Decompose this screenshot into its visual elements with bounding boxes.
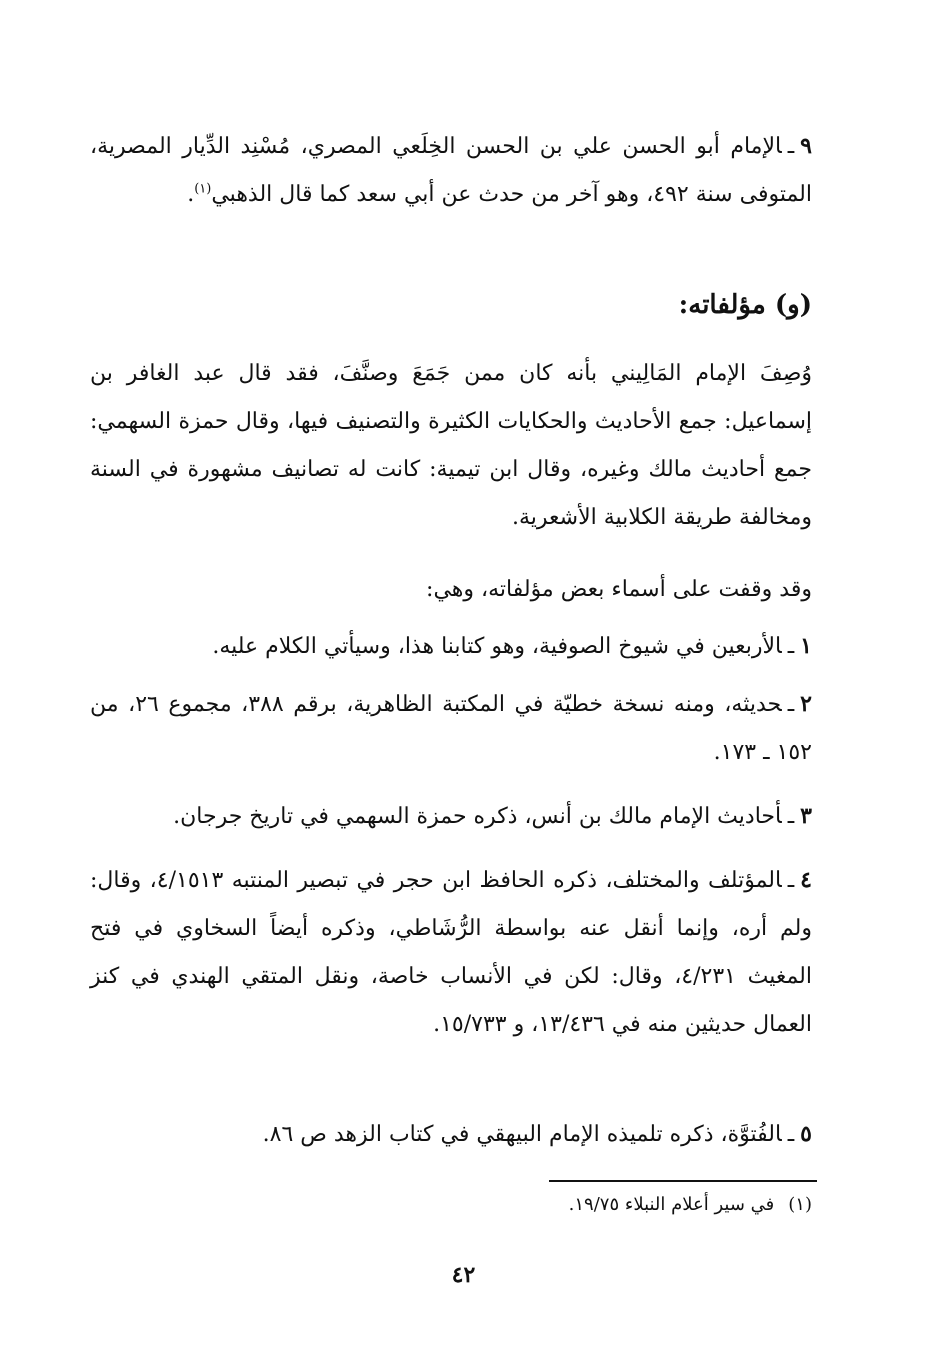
footnote-reference[interactable]: (١) <box>194 181 212 197</box>
item-dash: ـ <box>787 692 795 717</box>
item-number: ٩ <box>800 133 812 159</box>
item-number: ٣ <box>800 803 812 829</box>
list-item-5 <box>90 1110 812 1159</box>
list-item-2 <box>90 680 812 777</box>
item-number: ٤ <box>800 867 812 893</box>
footnote-divider <box>549 1180 817 1182</box>
item-dash: ـ <box>787 868 795 893</box>
list-item-4 <box>90 856 812 1049</box>
item-text: أحاديث الإمام مالك بن أنس، ذكره حمزة السهمي في تاريخ جرجان. <box>173 804 782 829</box>
section-heading: (و) مؤلفاته: <box>678 290 812 320</box>
item-text: الأربعين في شيوخ الصوفية، وهو كتابنا هذا، وسيأتي الكلام عليه. <box>212 634 782 659</box>
item-text: حديثه، ومنه نسخة خطيّة في المكتبة الظاهرية، برقم ٣٨٨، مجموع ٢٦، من ١٥٢ ـ ١٧٣. <box>90 692 812 765</box>
intro-paragraph: وُصِفَ الإمام المَالِيني بأنه كان ممن جَمَعَ وصنَّفَ، فقد قال عبد الغافر بن إسماعيل: جمع الأحاديث والحكايات الكثيرة والتصنيف فيها، وقال حمزة السهمي: جمع أحاديث مالك وغيره، وقال ابن تيمية: كانت له تصانيف مشهورة في السنة ومخالفة طريقة الكلابية الأشعرية. <box>90 361 812 530</box>
item-text: الإمام أبو الحسن علي بن الحسن الخِلَعي المصري، مُسْنِد الدِّيار المصرية، المتوفى سنة ٤٩٢، وهو آخر من حدث عن أبي سعد كما قال الذهبي <box>90 134 812 207</box>
item-number: ٢ <box>800 691 812 717</box>
lead-in-text: وقد وقفت على أسماء بعض مؤلفاته، وهي: <box>426 577 812 602</box>
item-dash: ـ <box>787 134 795 159</box>
item-end: . <box>187 182 195 207</box>
item-dash: ـ <box>787 804 795 829</box>
item-dash: ـ <box>787 634 795 659</box>
page-number: ٤٢ <box>451 1262 476 1288</box>
footnote-mark: (١) <box>788 1194 812 1215</box>
footnote-text: في سير أعلام النبلاء ١٩/٧٥. <box>568 1194 775 1215</box>
item-number: ١ <box>800 633 812 659</box>
list-item-1 <box>90 622 812 671</box>
item-text: الفُتوَّة، ذكره تلميذه الإمام البيهقي في كتاب الزهد ص ٨٦. <box>262 1122 782 1147</box>
list-item-3 <box>90 792 812 841</box>
item-text: المؤتلف والمختلف، ذكره الحافظ ابن حجر في تبصير المنتبه ٤/١٥١٣، وقال: ولم أره، وإنما أنقل عنه بواسطة الرُّشَاطي، وذكره أيضاً السخاوي في فتح المغيث ٤/٢٣١، وقال: لكن في الأنساب خاصة، ونقل المتقي الهندي في كنز العمال حديثين منه في ١٣/٤٣٦، و ١٥/٧٣٣. <box>90 868 812 1037</box>
list-item-9 <box>90 122 812 219</box>
item-dash: ـ <box>787 1122 795 1147</box>
footnote <box>569 1188 812 1222</box>
item-number: ٥ <box>800 1121 812 1147</box>
